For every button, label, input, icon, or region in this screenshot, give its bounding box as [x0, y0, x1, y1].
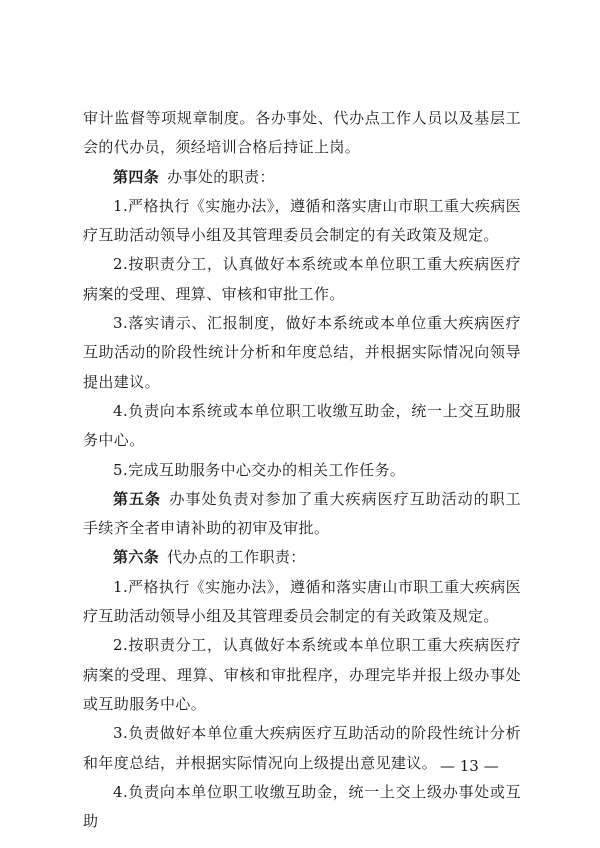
paragraph-text: 2.按职责分工，认真做好本系统或本单位职工重大疾病医疗病案的受理、理算、审核和审批工作。: [83, 255, 521, 303]
paragraph-text: 4.负责向本系统或本单位职工收缴互助金，统一上交互助服务中心。: [83, 401, 521, 450]
article-heading: 第五条: [113, 489, 162, 508]
paragraph: [83, 104, 521, 163]
paragraph: [83, 456, 521, 485]
paragraph-text: 1.严格执行《实施办法》，遵循和落实唐山市职工重大疾病医疗互助活动领导小组及其管理委员会制定的有关政策及规定。: [83, 577, 522, 626]
paragraph: [83, 163, 521, 192]
page-number: — 13 —: [440, 757, 499, 775]
paragraph-text: 3.负责做好本单位重大疾病医疗互助活动的阶段性统计分析和年度总结，并根据实际情况向上级提出意见建议。: [83, 724, 521, 772]
paragraph-text: 2.按职责分工，认真做好本系统或本单位职工重大疾病医疗病案的受理、理算、审核和审批程序，办理完毕并报上级办事处或互助服务中心。: [83, 636, 521, 713]
paragraph-text: 代办点的工作职责：: [167, 548, 306, 567]
paragraph-text: 办事处负责对参加了重大疾病医疗互助活动的职工手续齐全者申请补助的初审及审批。: [83, 489, 521, 538]
paragraph-text: 1.严格执行《实施办法》，遵循和落实唐山市职工重大疾病医疗互助活动领导小组及其管理委员会制定的有关政策及规定。: [83, 196, 522, 245]
paragraph: [83, 309, 521, 397]
article-heading: 第四条: [113, 167, 160, 186]
paragraph-text: 4.负责向本单位职工收缴互助金，统一上交上级办事处或互助: [83, 782, 521, 831]
document-body: [83, 104, 521, 836]
paragraph: [83, 573, 521, 632]
paragraph: [83, 250, 521, 309]
paragraph-text: 审计监督等项规章制度。各办事处、代办点工作人员以及基层工会的代办员，须经培训合格后持证上岗。: [83, 109, 521, 157]
paragraph: [83, 631, 521, 719]
article-heading: 第六条: [113, 548, 160, 567]
paragraph-text: 办事处的职责：: [167, 167, 275, 186]
paragraph: [83, 397, 521, 456]
paragraph-text: 5.完成互助服务中心交办的相关工作任务。: [113, 460, 406, 479]
paragraph-text: 3.落实请示、汇报制度，做好本系统或本单位重大疾病医疗互助活动的阶段性统计分析和年度总结，并根据实际情况向领导提出建议。: [83, 314, 521, 391]
paragraph: [83, 485, 521, 544]
paragraph: [83, 778, 521, 837]
paragraph: [83, 543, 521, 572]
paragraph: [83, 192, 521, 251]
